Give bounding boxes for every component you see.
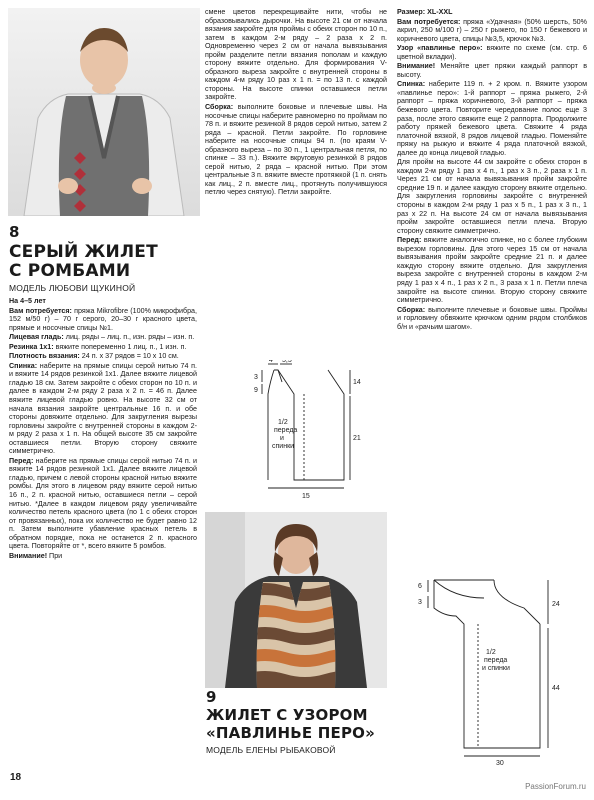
sch8-label-1: 1/2 bbox=[278, 419, 288, 426]
paragraph-heading: На 4–5 лет bbox=[9, 297, 46, 305]
paragraph bbox=[397, 236, 587, 304]
page-number: 18 bbox=[10, 772, 22, 783]
middle-article-body bbox=[205, 8, 387, 198]
paragraph-text: лиц. ряды – лиц. п., изн. ряды – изн. п. bbox=[63, 333, 195, 342]
sch8-label-2: переда bbox=[274, 427, 298, 434]
paragraph-text: вяжите по схеме (см. стр. 6 цветной вкладки). bbox=[397, 44, 587, 61]
sch9-right-lower: 44 bbox=[552, 685, 560, 692]
paragraph bbox=[397, 80, 587, 157]
vest-8-schematic bbox=[240, 360, 390, 500]
sch9-right-upper: 24 bbox=[552, 601, 560, 608]
sch9-top-left: 6 bbox=[418, 583, 422, 590]
paragraph-heading: Резинка 1х1: bbox=[9, 342, 54, 351]
sch9-label-3: и спинки bbox=[482, 665, 510, 672]
paragraph-text: Меняйте цвет пряжи каждый раппорт в высоту. bbox=[397, 62, 587, 79]
paragraph-heading: Вам потребуется: bbox=[9, 306, 72, 315]
paragraph-heading: Спинка: bbox=[9, 361, 38, 370]
paragraph bbox=[205, 103, 387, 197]
paragraph-text: вяжите попеременно 1 лиц. п., 1 изн. п. bbox=[53, 342, 187, 351]
sch8-bottom: 15 bbox=[302, 493, 310, 500]
vest-9-schematic bbox=[404, 568, 590, 768]
right-article-body bbox=[397, 8, 587, 332]
paragraph-heading: Сборка: bbox=[205, 103, 234, 112]
paragraph-text: вяжите аналогично спинке, но с более глубоким вырезом горловины. Для этого через 15 см от начала вывязывания пройм закройте средние 21 п. и далее каждую сторону вяжите отдельно. Для закругления выреза закройте с внутренней стороны в каждом 2-м ряду 1 раз х 4 п., 1 раз х 2 п., 3 раза х 1 п. Петли плеча закройте на высоте спинки. Вторую сторону свяжите симметрично. bbox=[397, 236, 587, 305]
paragraph bbox=[397, 62, 587, 79]
article-title-9-line2: «ПАВЛИНЬЕ ПЕРО» bbox=[206, 724, 375, 742]
paragraph bbox=[205, 8, 387, 102]
boy-vest-photo bbox=[8, 8, 200, 216]
paragraph-text: пряжа «Удачная» (50% шерсть, 50% акрил, 250 м/100 г) – 250 г рыжего, по 150 г бежевого и коричневого цвета, спицы №3,5, крючок №3. bbox=[397, 17, 587, 43]
left-article-body bbox=[9, 297, 197, 561]
paragraph-text: Для пройм на высоте 44 см закройте с обеих сторон в каждом 2-м ряду 1 раз х 4 п., 1 раз х 3 п., 2 раза х 1 п. Через 21 см от начала вывязывания пройм закройте средние 19 п. и далее каждую сторону вяжите отдельно. Для закругления горловины закройте с внутренней стороны в каждом 2-м ряду 1 раз х 5 п., 1 раз х 3 п., 1 раз х 22 п. На высоте 24 см от начала вывязывания пройм закройте оставшиеся петли плеча. Вторую сторону свяжите симметрично. bbox=[397, 158, 587, 235]
paragraph-heading: Узор «павлинье перо»: bbox=[397, 44, 483, 53]
article-author-9: МОДЕЛЬ ЕЛЕНЫ РЫБАКОВОЙ bbox=[206, 745, 336, 755]
paragraph bbox=[397, 18, 587, 44]
sch8-label-4: спинки bbox=[272, 443, 295, 450]
article-number-9: 9 bbox=[206, 688, 217, 706]
paragraph-heading: Сборка: bbox=[397, 305, 426, 314]
article-title-9-line1: ЖИЛЕТ С УЗОРОМ bbox=[206, 706, 368, 724]
paragraph bbox=[9, 343, 197, 352]
paragraph-heading: Вам потребуется: bbox=[397, 17, 461, 26]
paragraph-heading: Внимание! bbox=[397, 62, 436, 71]
paragraph bbox=[9, 362, 197, 456]
paragraph-text: наберите на прямые спицы серой нитью 74 п. и вяжите 14 рядов резинкой 1х1. Далее вяжите лицевой гладью, причем с левой стороны красной нитью вяжите ромбы. Для этого в лицевом ряду вяжите серой нитью 16 п., 2 п. красной нитью, оставшиеся петли – серой нитью. *Далее в каждом лицевом ряду увеличивайте количество петель красного цвета (по 1 с обеих сторон от провязанных), пока их количество не будет равно 12 п. Затем выполните убавление красных петель в обратном порядке, пока не останется 2 п. красного цвета. Повторяйте от *, всего вяжите 5 ромбов. bbox=[9, 456, 197, 551]
paragraph-text: смене цветов перекрещивайте нити, чтобы не образовывались дырочки. На высоте 21 см от начала вязания закройте для проймы с обеих сторон по 10 п., затем в каждом 2-м ряду – 2 раза х 2 п. Одновременно через 2 см от начала вывязывания пройм разделите петли вязания пополам и каждую сторону вяжите отдельно. Для формирования V-образного выреза закройте с внутренней стороны в каждом 4-м ряду 10 раз х 1 п. = по 13 п. с каждой стороны. На высоте спинки оставшиеся петли закройте. bbox=[205, 8, 387, 102]
paragraph-text: пряжа Mikrofibre (100% микрофибра, 152 м/50 г) – 70 г серого, 20–30 г красного цвета, прямые и носочные спицы №1. bbox=[9, 306, 198, 332]
paragraph bbox=[9, 352, 197, 361]
paragraph-heading: Спинка: bbox=[397, 80, 426, 89]
sch9-label-2: переда bbox=[484, 657, 508, 664]
paragraph-text: При bbox=[47, 551, 63, 560]
paragraph-heading: Перед: bbox=[9, 456, 34, 465]
sch8-left-lower: 9 bbox=[254, 387, 258, 394]
sch8-top-left: 4 bbox=[269, 360, 273, 364]
paragraph bbox=[397, 306, 587, 332]
paragraph-text: выполните боковые и плечевые швы. На носочные спицы наберите равномерно по проймам по 78 п. и вяжите резинкой 8 рядов серой нитью, затем 2 ряда – красной. Петли закройте. По горловине наберите на носочные спицы 94 п. (по краям V-образного выреза – по 30 п., 1 центральная петля, по спинке – 33 п.). Вяжите вкруговую резинкой 8 рядов серой нитью, 2 ряда – красной нитью. При этом центральные 3 п. вяжите вместе протяжкой (1 п. снять как лиц., 2 п. вместе лиц., протянуть получившуюся петлю через снятую). Петли закройте. bbox=[205, 103, 387, 197]
sch9-left-upper: 3 bbox=[418, 599, 422, 606]
sch9-bottom: 30 bbox=[496, 760, 504, 767]
paragraph-text: наберите на прямые спицы серой нитью 74 п. и вяжите 14 рядов резинкой 1х1. Далее вяжите лицевой гладью 18 см. Затем закройте с обеих сторон по 10 п. и далее в каждом 2-м ряду 2 раза х 2 п. = 46 п. Далее вяжите лицевой гладью ровно. На высоте 32 см от начала вязания закройте центральные 16 п. и обе стороны довяжите отдельно. Для закругления вырезы горловины закройте с внутренней стороны в каждом 2-м ряду 2 раза х 1 п. На общей высоте 35 см закройте оставшиеся петли. Вторую сторону свяжите симметрично. bbox=[9, 361, 197, 456]
paragraph-heading: Плотность вязания: bbox=[9, 352, 80, 361]
sch8-right-lower: 21 bbox=[353, 435, 361, 442]
paragraph-text: наберите 119 п. + 2 кром. п. Вяжите узором «павлинье перо»: 1-й раппорт – пряжа рыжего, 2-й раппорт – пряжа коричневого, 3-й раппорт – пряжа бежевого цвета. Повторите чередование полос еще 3 раза, после этого свяжите еще 2 раппорта. Продолжите работу пряжей бежевого цвета. Свяжите 4 ряда платочной вязкой, 8 рядов лицевой гладью. Поменяйте пряжу на рыжую и вяжите 4 ряда платочной вязкой, далее до конца лицевой гладью. bbox=[397, 80, 587, 157]
article-number-8: 8 bbox=[9, 223, 20, 241]
paragraph bbox=[9, 297, 197, 306]
paragraph bbox=[397, 158, 587, 235]
paragraph bbox=[9, 457, 197, 551]
sch9-label-1: 1/2 bbox=[486, 649, 496, 656]
article-title-8-line1: СЕРЫЙ ЖИЛЕТ bbox=[9, 242, 158, 262]
sch8-label-3: и bbox=[280, 435, 284, 442]
article-title-8-line2: С РОМБАМИ bbox=[9, 261, 131, 281]
paragraph bbox=[9, 307, 197, 333]
woman-vest-photo bbox=[205, 512, 387, 688]
watermark: PassionForum.ru bbox=[525, 782, 586, 791]
paragraph bbox=[397, 44, 587, 61]
paragraph-heading: Внимание! bbox=[9, 551, 48, 560]
paragraph bbox=[397, 8, 587, 17]
paragraph bbox=[9, 552, 197, 561]
paragraph-heading: Перед: bbox=[397, 236, 422, 245]
sch8-right-upper: 14 bbox=[353, 379, 361, 386]
paragraph-text: 24 п. х 37 рядов = 10 х 10 см. bbox=[79, 352, 179, 361]
paragraph-heading: Лицевая гладь: bbox=[9, 333, 64, 342]
paragraph-text: выполните плечевые и боковые швы. Проймы и горловину обвяжите крючком одним рядом столбиков б/н и «рачьим шагом». bbox=[397, 305, 587, 331]
sch8-left-upper: 3 bbox=[254, 374, 258, 381]
sch8-top-right: 5,5 bbox=[282, 360, 292, 364]
article-author-8: МОДЕЛЬ ЛЮБОВИ ЩУКИНОЙ bbox=[9, 283, 136, 293]
paragraph-heading: Размер: XL-XXL bbox=[397, 8, 453, 16]
paragraph bbox=[9, 333, 197, 342]
